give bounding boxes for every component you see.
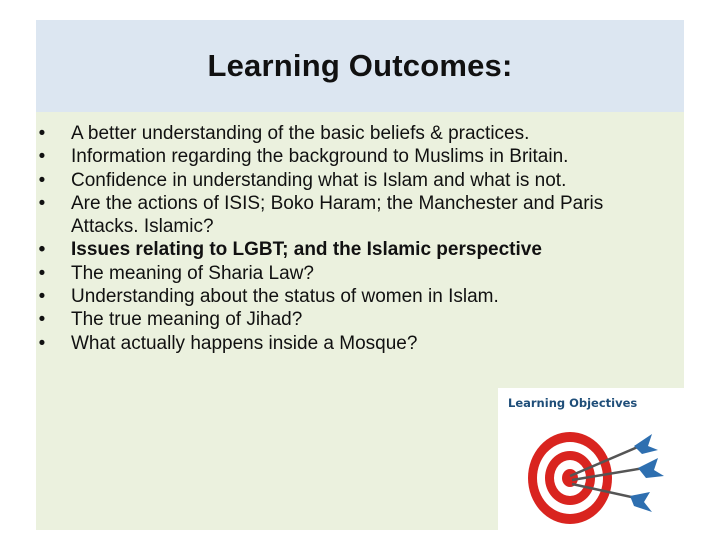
bullet-dot: •	[38, 123, 46, 144]
bullet-item	[36, 262, 676, 285]
bullet-list	[36, 122, 676, 355]
bullet-dot: •	[38, 332, 46, 354]
bullet-item	[36, 308, 676, 331]
target-with-darts-icon	[522, 416, 682, 528]
bullet-item	[36, 145, 676, 168]
bullet-text: Issues relating to LGBT; and the Islamic perspective	[71, 239, 542, 261]
bullet-item	[36, 192, 676, 239]
bullet-dot: •	[38, 239, 46, 261]
slide-title: Learning Outcomes:	[207, 48, 513, 83]
bullet-dot: •	[38, 146, 46, 168]
bullet-item	[36, 238, 676, 261]
bullet-text: Understanding about the status of women in Islam.	[71, 286, 499, 308]
learning-objectives-label: Learning Objectives	[508, 396, 638, 410]
bullet-dot: •	[38, 309, 46, 331]
bullet-text: The true meaning of Jihad?	[71, 309, 303, 331]
bullet-dot: •	[38, 286, 46, 308]
learning-objectives-image	[498, 388, 686, 530]
bullet-dot: •	[38, 262, 46, 284]
bullet-item	[36, 122, 676, 145]
bullet-text: Are the actions of ISIS; Boko Haram; the Manchester and Paris	[71, 192, 604, 214]
bullet-text: Confidence in understanding what is Islam and what is not.	[71, 169, 567, 191]
bullet-item	[36, 332, 676, 355]
bullet-dot: •	[38, 169, 46, 191]
bullet-item	[36, 285, 676, 308]
bullet-text: A better understanding of the basic beliefs & practices.	[71, 123, 530, 144]
bullet-text: Information regarding the background to Muslims in Britain.	[71, 146, 569, 168]
bullet-item	[36, 169, 676, 192]
bullet-dot: •	[38, 192, 46, 214]
bullet-text: The meaning of Sharia Law?	[71, 262, 314, 284]
title-box	[36, 20, 684, 112]
bullet-text-continuation: Attacks. Islamic?	[71, 216, 214, 238]
bullet-text: What actually happens inside a Mosque?	[71, 332, 418, 354]
